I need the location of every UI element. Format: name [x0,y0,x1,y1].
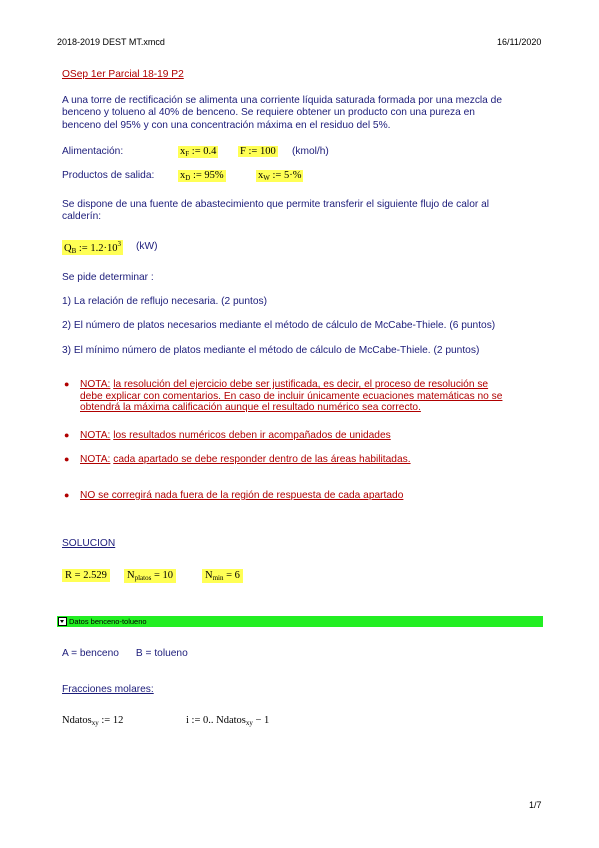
question-1: 1) La relación de reflujo necesaria. (2 puntos) [62,296,267,307]
note-answer-region: NO se corregirá nada fuera de la región de respuesta de cada apartado [80,490,404,501]
bullet-icon: ● [64,430,70,440]
problem-title: OSep 1er Parcial 18-19 P2 [62,69,184,80]
bullet-icon: ● [64,379,70,389]
solution-nplatos-expression: $N_{platos} = 10$ [124,569,176,583]
fractions-heading: Fracciones molares: [62,684,154,695]
products-label: Productos de salida: [62,170,155,181]
header-filename: 2018-2019 DEST MT.xmcd [57,37,165,47]
products-xw-expression: $x_W$ := 5·% [258,170,302,182]
question-2: 2) El número de platos necesarios mediante el método de cálculo de McCabe-Thiele. (6 puntos) [62,320,496,331]
heat-paragraph: Se dispone de una fuente de abastecimiento que permite transferir el siguiente flujo de calor al calderín: [62,199,490,223]
header-date: 16/11/2020 [497,37,542,47]
qb-units: (kW) [136,241,158,252]
solution-heading: SOLUCION [62,538,116,549]
range-expression: i := 0.. Ndatos$_{xy}$ − 1 [186,715,270,727]
note-units: NOTA: los resultados numéricos deben ir acompañados de unidades [80,430,391,441]
note-answer-areas: NOTA: cada apartado se debe responder dentro de las áreas habilitadas. [80,454,411,465]
feed-f-expression: F := 100 [240,146,276,157]
solution-r-expression: R = 2.529 [62,569,110,582]
solution-nmin-expression: $N_{min} = 6$ [202,569,243,583]
bullet-icon: ● [64,454,70,464]
bullet-icon: ● [64,490,70,500]
qb-expression: $Q_B$ := $1.2\cdot 10^3$ [64,240,121,255]
products-xd-expression: $x_D$ := 95% [180,170,224,182]
ndatos-expression: Ndatos$_{xy}$ := 12 [62,715,124,727]
feed-xf-expression: $x_F$ := 0.4 [180,146,217,158]
feed-units: (kmol/h) [292,146,329,157]
feed-label: Alimentación: [62,146,124,157]
ask-text: Se pide determinar : [62,272,154,283]
question-3: 3) El mínimo número de platos mediante el método de cálculo de McCabe-Thiele. (2 puntos) [62,345,480,356]
region-label: Datos benceno-tolueno [69,617,147,626]
note-justification: NOTA: la resolución del ejercicio debe ser justificada, es decir, el proceso de resolución se debe explicar con comentarios. En caso de incluir únicamente ecuaciones matemáticas no se obtendrá la máxima calificación aunque el resultado numérico sea correcto. [80,379,503,414]
collapse-toggle-icon[interactable] [58,617,67,626]
intro-paragraph: A una torre de rectificación se alimenta una corriente líquida saturada formada por una mezcla de benceno y tolueno al 40% de benceno. Se requiere obtener un producto con una pureza en benceno del 95% y con una concentración máxima en el residuo del 5%. [62,95,503,131]
components-text: A = benceno B = tolueno [62,648,188,659]
page-number: 1/7 [529,800,542,810]
